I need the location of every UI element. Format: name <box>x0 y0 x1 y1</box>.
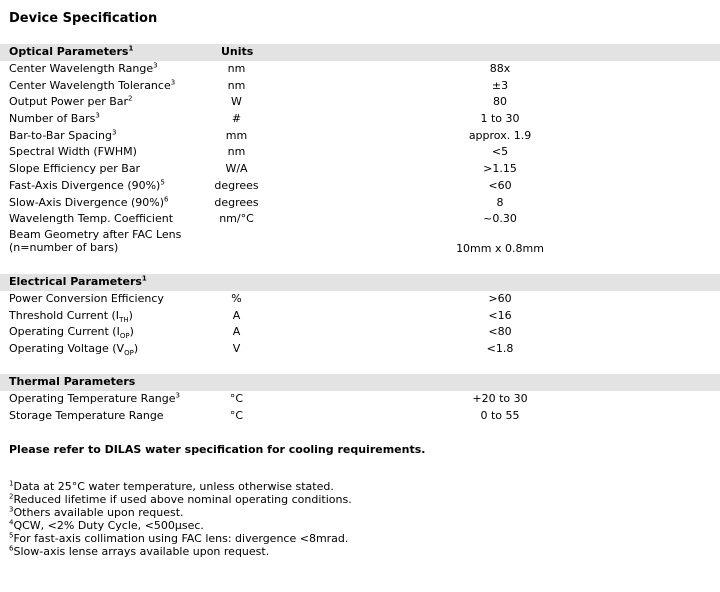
param-unit: V <box>232 342 241 356</box>
table-row <box>0 324 720 341</box>
table-row <box>0 128 720 145</box>
param-unit: W/A <box>225 162 248 176</box>
cooling-note: Please refer to DILAS water specification for cooling requirements. <box>9 443 426 456</box>
electrical-section <box>0 274 720 358</box>
param-unit: % <box>231 292 242 305</box>
param-value: +20 to 30 <box>472 392 528 405</box>
footnote: $^2$Reduced lifetime if used above nominal operating conditions. <box>9 492 352 506</box>
param-value: 10mm x 0.8mm <box>456 241 544 255</box>
optical-header-label: Optical Parameters$^1$ <box>9 44 134 58</box>
param-unit: W <box>231 95 242 109</box>
table-row <box>0 308 720 325</box>
param-label: Center Wavelength Range$^3$ <box>9 61 158 75</box>
thermal-header <box>0 374 720 391</box>
param-value: 1 to 30 <box>480 112 520 126</box>
thermal-section <box>0 374 720 424</box>
param-unit: °C <box>229 408 244 422</box>
param-label: Slope Efficiency per Bar <box>9 162 141 176</box>
param-value: <80 <box>488 325 512 339</box>
param-unit: mm <box>225 128 248 142</box>
thermal-header-label: Thermal Parameters <box>9 375 136 388</box>
param-unit: nm <box>227 145 246 159</box>
param-label: Operating Current $(I_{OP})$ <box>9 325 134 341</box>
footnote: $^6$Slow-axis lense arrays available upon request. <box>9 544 270 558</box>
param-label: Wavelength Temp. Coefficient <box>9 212 174 226</box>
param-value: >60 <box>488 292 512 305</box>
param-value: <5 <box>491 145 509 159</box>
table-row <box>0 211 720 228</box>
table-row <box>0 94 720 111</box>
param-label: Bar-to-Bar Spacing$^3$ <box>9 128 117 142</box>
footnote: $^1$Data at 25°C water temperature, unless otherwise stated. <box>9 479 334 493</box>
param-unit: A <box>232 325 241 339</box>
table-row <box>0 61 720 78</box>
units-column-header: Units <box>221 45 254 58</box>
param-unit: nm <box>227 78 246 92</box>
electrical-header-label: Electrical Parameters$^1$ <box>9 274 147 288</box>
electrical-header <box>0 274 720 291</box>
param-value: ±3 <box>491 78 509 92</box>
param-value: 8 <box>496 195 504 209</box>
table-row <box>0 161 720 178</box>
param-unit: degrees <box>214 195 259 209</box>
table-row <box>0 78 720 95</box>
param-label: Spectral Width (FWHM) <box>9 145 137 159</box>
param-value: approx. 1.9 <box>468 128 532 142</box>
table-row <box>0 111 720 128</box>
table-row <box>0 144 720 161</box>
param-unit: degrees <box>214 178 259 192</box>
footnote: $^3$Others available upon request. <box>9 505 184 519</box>
optical-section <box>0 44 720 262</box>
param-unit: nm <box>227 62 246 75</box>
table-row <box>0 178 720 195</box>
param-value: <16 <box>488 308 512 322</box>
param-value: 80 <box>493 95 507 109</box>
param-label: Operating Temperature Range$^3$ <box>9 391 180 405</box>
param-value: <1.8 <box>486 342 514 356</box>
param-value: >1.15 <box>483 162 517 176</box>
param-unit: A <box>232 308 241 322</box>
param-label: Power Conversion Efficiency <box>9 292 164 305</box>
footnotes <box>9 480 352 558</box>
table-row <box>0 391 720 408</box>
param-unit: nm/°C <box>219 212 254 226</box>
param-unit: °C <box>229 392 244 405</box>
table-row <box>0 291 720 308</box>
param-label: Slow-Axis Divergence $(90\%)^6$ <box>9 194 169 209</box>
param-label: Threshold Current $(I_{TH})$ <box>9 308 133 324</box>
param-label: Storage Temperature Range <box>9 408 164 422</box>
param-label: Fast-Axis Divergence $(90\%)^5$ <box>9 178 165 192</box>
param-unit: # <box>231 112 242 126</box>
table-row <box>0 341 720 358</box>
page-title: Device Specification <box>9 11 158 26</box>
param-value: 0 to 55 <box>480 408 520 422</box>
table-row-beam-geometry <box>0 228 720 262</box>
param-label: Output Power per Bar$^2$ <box>9 94 133 109</box>
param-label: Number of Bars$^3$ <box>9 111 100 126</box>
param-label: Operating Voltage $(V_{OP})$ <box>9 342 139 358</box>
param-label: Beam Geometry after FAC Lens (n=number of bars) <box>9 227 182 254</box>
param-value: <60 <box>488 178 512 192</box>
param-value: 88x <box>489 62 511 75</box>
table-row <box>0 195 720 212</box>
param-label: Center Wavelength Tolerance$^3$ <box>9 78 176 92</box>
param-value: ~0.30 <box>483 212 517 226</box>
footnote: $^4$QCW, <2% Duty Cycle, <500µsec. <box>9 518 204 532</box>
optical-header <box>0 44 720 61</box>
table-row <box>0 408 720 425</box>
footnote: $^5$For fast-axis collimation using FAC lens: divergence <8mrad. <box>9 531 349 545</box>
